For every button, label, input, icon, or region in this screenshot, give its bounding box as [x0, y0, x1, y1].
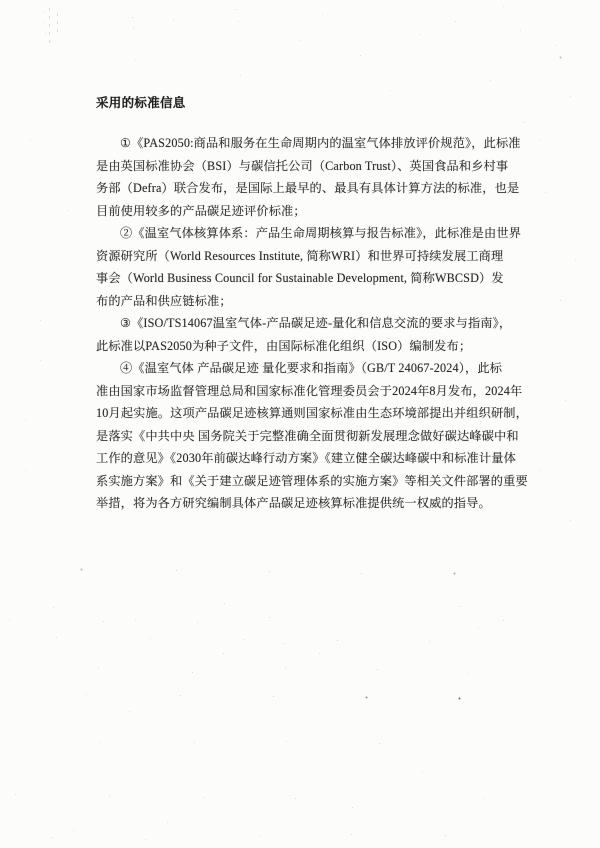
scan-noise-speckles [0, 0, 1, 1]
text-line: 布的产品和供应链标准； [96, 293, 232, 308]
text-line: 事会（World Business Council for Sustainable Development, 简称WBCSD）发 [96, 271, 504, 285]
text-line: 举措，将为各方研究编制具体产品碳足迹核算标准提供统一权威的指导。 [96, 496, 491, 510]
text-line: 是由英国标准协会（BSI）与碳信托公司（Carbon Trust）、英国食品和乡村事 [96, 158, 509, 173]
text-line: 准由国家市场监督管理总局和国家标准化管理委员会于2024年8月发布，2024年 [96, 383, 523, 398]
paragraph-standard-1 [96, 132, 524, 222]
text-line: 此标准以PAS2050为种子文件，由国际标准化组织（ISO）编制发布； [96, 338, 472, 353]
paragraph-standard-2 [96, 222, 524, 312]
document-title: 采用的标准信息 [96, 96, 186, 110]
text-line: 系实施方案》和《关于建立碳足迹管理体系的实施方案》等相关文件部署的重要 [96, 473, 528, 488]
text-line: ③《ISO/TS14067温室气体-产品碳足迹-量化和信息交流的要求与指南》， [120, 316, 512, 330]
text-line: ②《温室气体核算体系：产品生命周期核算与报告标准》，此标准是由世界 [120, 226, 522, 240]
text-line: 10月起实施。这项产品碳足迹核算通则国家标准由生态环境部提出并组织研制， [96, 406, 528, 420]
document-content [96, 95, 528, 515]
text-line: 是落实《中共中央 国务院关于完整准确全面贯彻新发展理念做好碳达峰碳中和 [96, 428, 519, 443]
scan-smudge-mark [57, 13, 58, 35]
paragraph-standard-4 [96, 357, 528, 515]
text-line: 资源研究所（World Resources Institute, 简称WRI）和世界可持续发展工商理 [96, 248, 504, 263]
text-line: ①《PAS2050:商品和服务在生命周期内的温室气体排放评价规范》，此标准 [120, 136, 521, 150]
paragraph-standard-3 [96, 312, 524, 357]
text-line: 目前使用较多的产品碳足迹评价标准； [96, 203, 306, 218]
text-line: ④《温室气体 产品碳足迹 量化要求和指南》（GB/T 24067-2024），此标 [120, 361, 503, 375]
text-line: 务部（Defra）联合发布，是国际上最早的、最具有具体计算方法的标准，也是 [96, 181, 520, 195]
text-line: 工作的意见》《2030年前碳达峰行动方案》《建立健全碳达峰碳中和标准计量体 [96, 451, 516, 465]
scan-smudge-mark [49, 8, 50, 44]
